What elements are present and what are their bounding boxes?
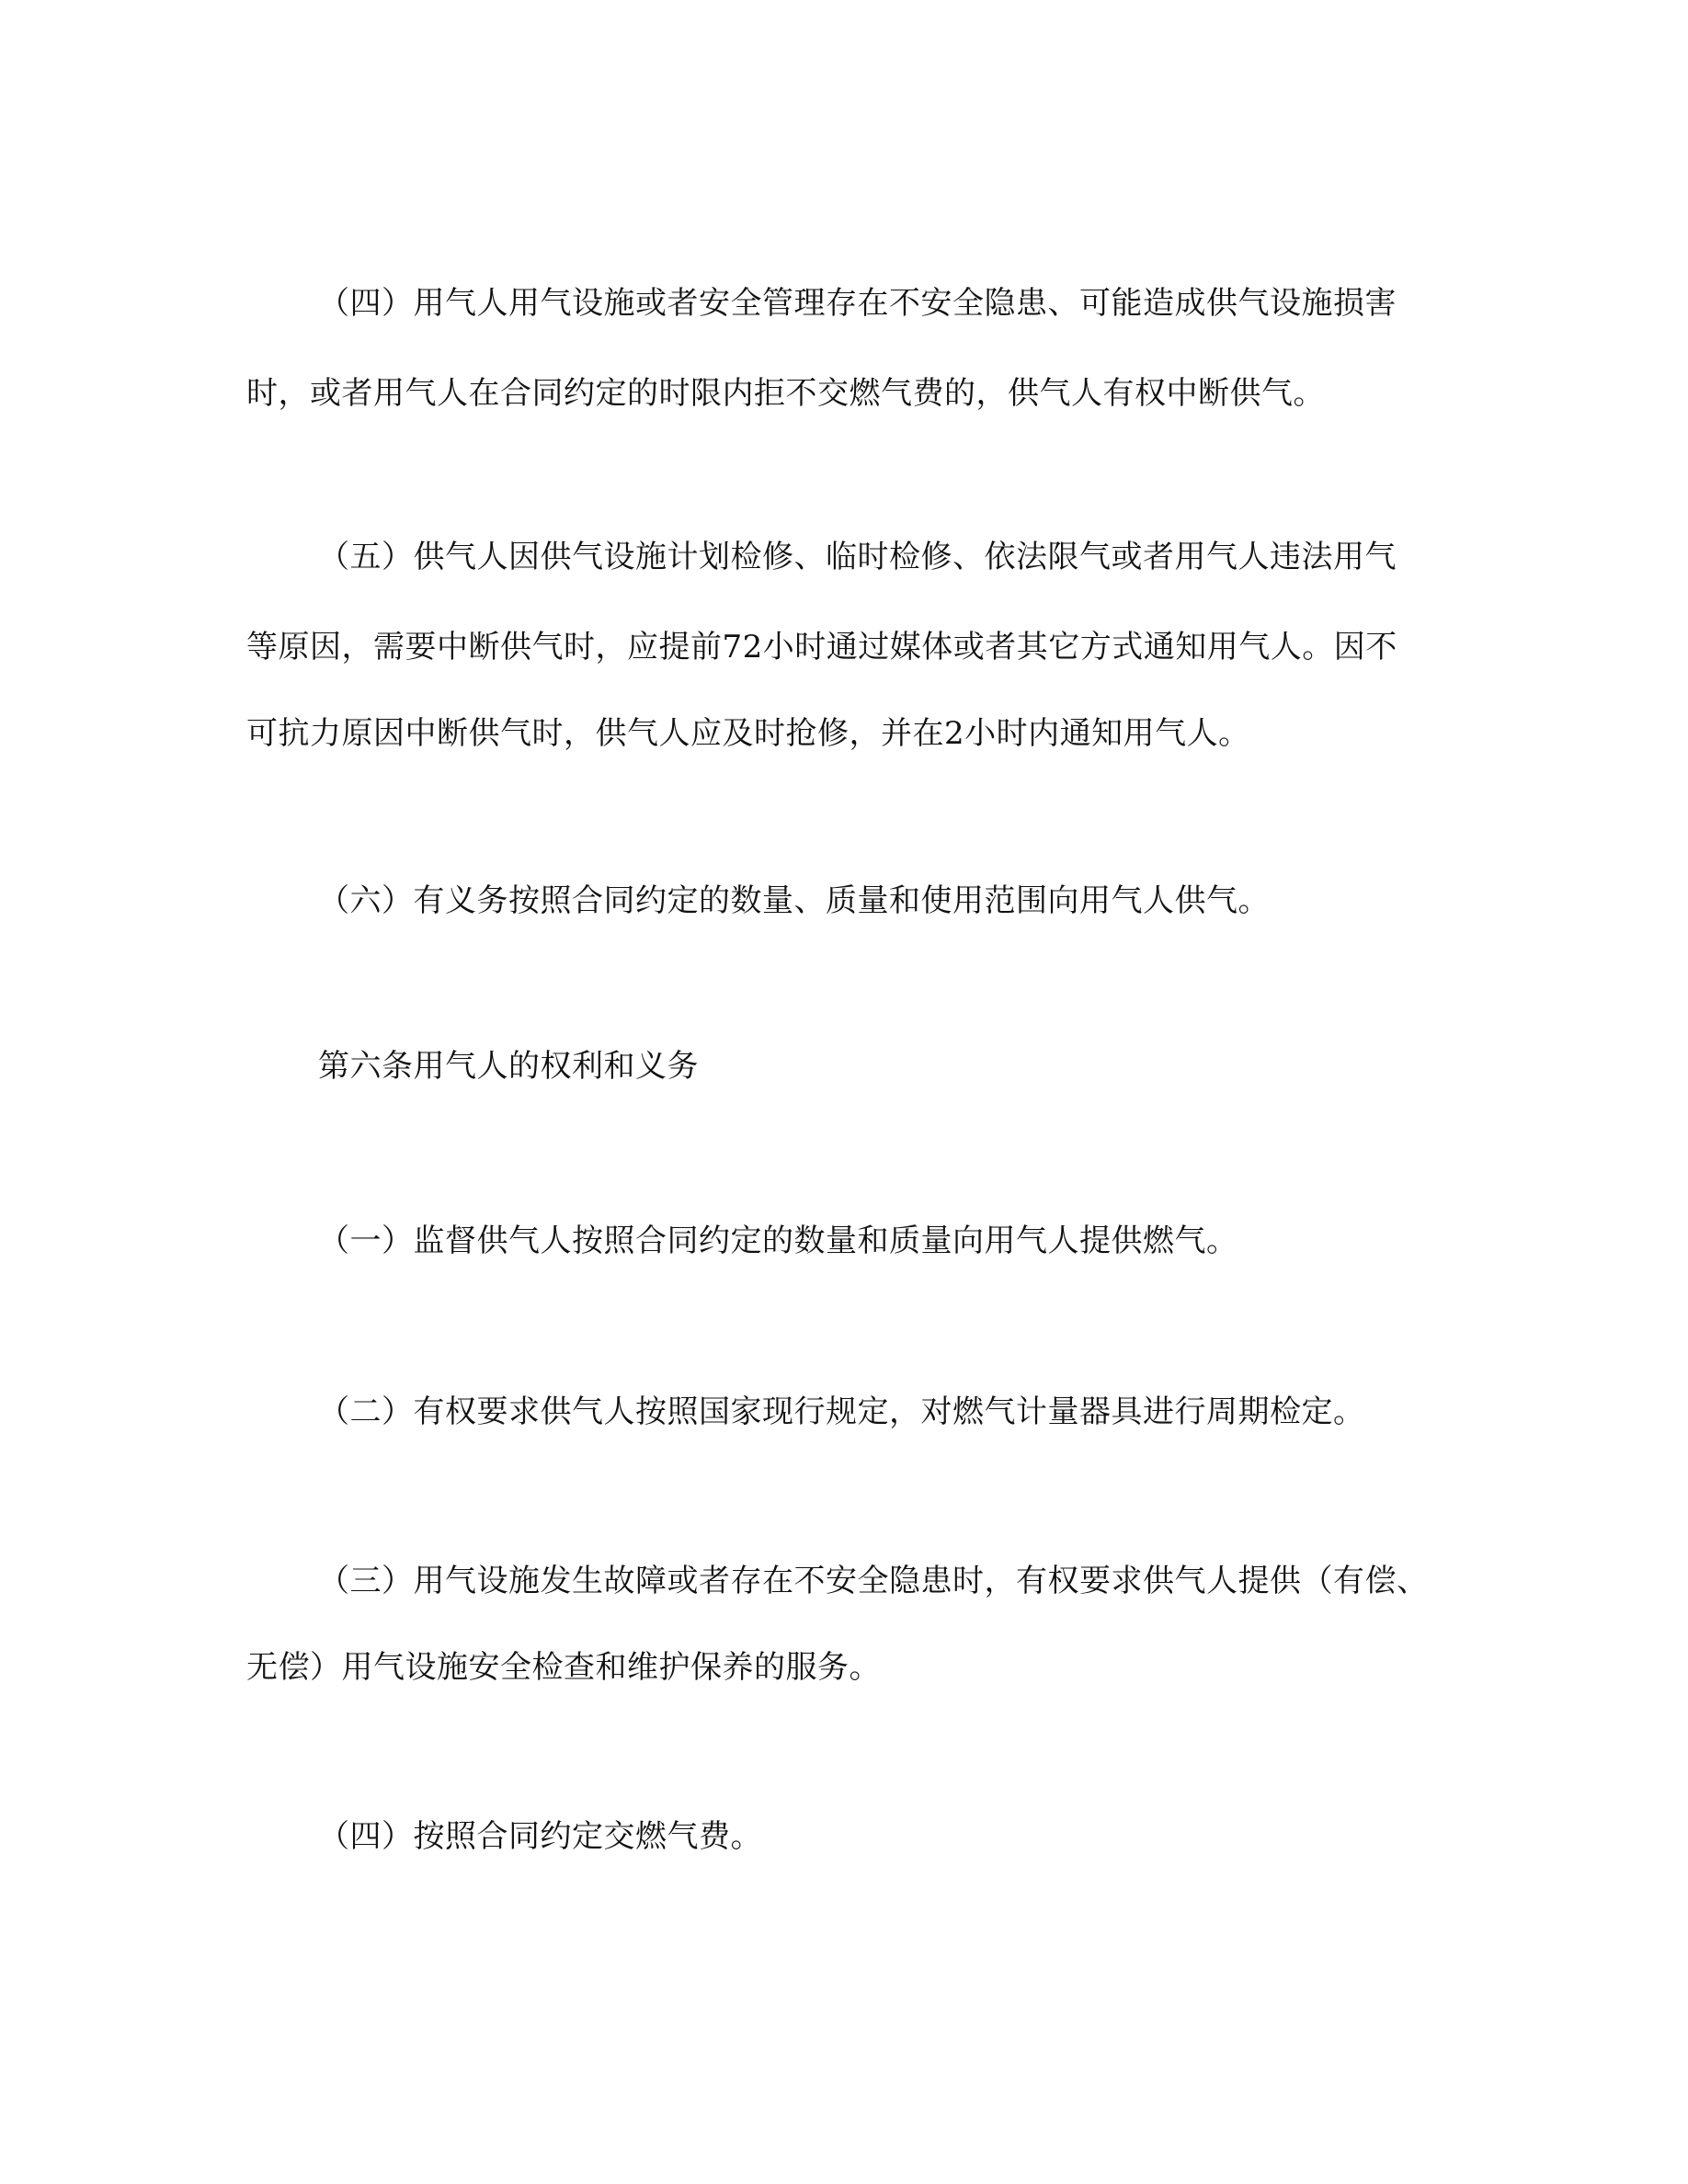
paragraph-user-right-3-line-2: 无偿）用气设施安全检查和维护保养的服务。 (246, 1649, 881, 1686)
paragraph-supplier-duty-6-line-1: （六）有义务按照合同约定的数量、质量和使用范围向用气人供气。 (318, 882, 1270, 919)
paragraph-supplier-duty-5-line-1: （五）供气人因供气设施计划检修、临时检修、依法限气或者用气人违法用气 (318, 539, 1397, 575)
paragraph-user-right-3-line-1: （三）用气设施发生故障或者存在不安全隐患时，有权要求供气人提供（有偿、 (318, 1563, 1429, 1599)
paragraph-supplier-right-4-line-1: （四）用气人用气设施或者安全管理存在不安全隐患、可能造成供气设施损害 (318, 285, 1397, 322)
paragraph-supplier-duty-5-line-2: 等原因，需要中断供气时，应提前72小时通过媒体或者其它方式通知用气人。因不 (246, 629, 1397, 665)
paragraph-supplier-duty-5-line-3: 可抗力原因中断供气时，供气人应及时抢修，并在2小时内通知用气人。 (246, 715, 1250, 752)
paragraph-user-duty-4-line-1: （四）按照合同约定交燃气费。 (318, 1818, 762, 1855)
paragraph-supplier-right-4-line-2: 时，或者用气人在合同约定的时限内拒不交燃气费的，供气人有权中断供气。 (246, 375, 1325, 412)
article-6-heading: 第六条用气人的权利和义务 (318, 1048, 699, 1085)
paragraph-user-right-1-line-1: （一）监督供气人按照合同约定的数量和质量向用气人提供燃气。 (318, 1223, 1238, 1259)
paragraph-user-right-2-line-1: （二）有权要求供气人按照国家现行规定，对燃气计量器具进行周期检定。 (318, 1393, 1365, 1430)
